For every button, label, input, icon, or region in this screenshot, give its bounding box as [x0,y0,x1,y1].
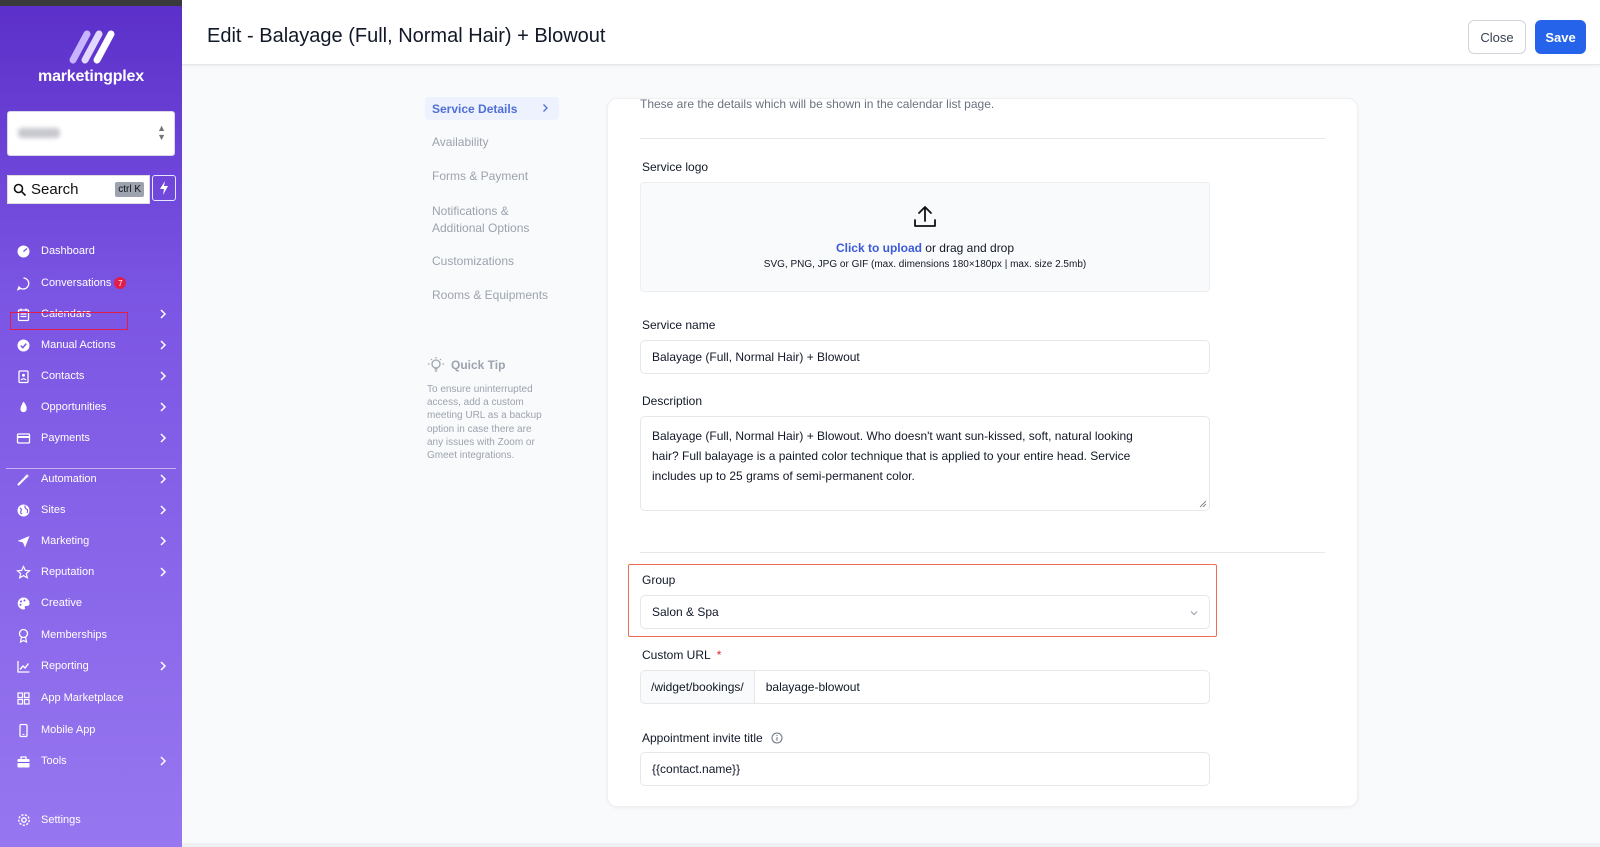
contacts-icon [16,369,31,384]
section-tab-label: Rooms & Equipments [432,288,549,302]
sidebar-item-label: Creative [41,597,82,609]
quick-tip-title [427,356,557,374]
sidebar-item-label: Marketing [41,535,90,547]
sidebar-item-payments[interactable] [0,426,182,450]
close-button[interactable]: Close [1468,20,1526,54]
sidebar-item-label: Mobile App [41,724,96,736]
search-icon [13,183,27,197]
sidebar-item-tools[interactable] [0,749,182,773]
sidebar-item-label: Tools [41,755,67,767]
sidebar-item-dashboard[interactable] [0,239,182,263]
account-name-redacted [18,128,60,138]
sidebar-item-manual-actions[interactable] [0,333,182,357]
sidebar-item-label: App Marketplace [41,692,124,704]
section-tab-forms-payment[interactable] [425,169,559,183]
description-line: hair? Full balayage is a painted color technique that is applied to your entire head. Service [652,449,1131,463]
custom-url-label [642,648,721,662]
service-name-input[interactable]: Balayage (Full, Normal Hair) + Blowout [640,340,1210,374]
custom-url-input[interactable]: balayage-blowout [765,680,860,694]
description-label: Description [642,394,703,408]
check-circle-icon [16,338,31,353]
sidebar-item-contacts[interactable] [0,364,182,388]
sidebar [0,0,182,847]
sidebar-item-automation[interactable] [0,467,182,491]
phone-icon [16,723,31,738]
sidebar-item-label: Settings [41,814,81,826]
section-tab-label: Notifications & [432,204,509,218]
section-tab-label-line2: Additional Options [432,221,530,235]
sidebar-item-creative[interactable] [0,591,182,615]
sidebar-item-label: Manual Actions [41,339,116,351]
card-divider [640,138,1325,139]
unread-badge: 7 [114,277,126,289]
brand-name: marketingplex [38,68,144,85]
chevron-right-icon [156,503,170,517]
sidebar-item-label: Automation [41,473,97,485]
sidebar-item-sites[interactable] [0,498,182,522]
logo-mark-icon [65,26,117,66]
section-tab-label: Forms & Payment [432,169,529,183]
award-icon [16,628,31,643]
sidebar-item-marketing[interactable] [0,529,182,553]
quick-tip-line: meeting URL as a backup [427,410,542,422]
section-divider [640,552,1325,553]
group-label: Group [642,573,676,587]
sidebar-item-label: Sites [41,504,66,516]
section-tab-customizations[interactable] [425,254,559,268]
card-subtitle: These are the details which will be shown in the calendar list page. [640,97,995,111]
chevron-right-icon [156,534,170,548]
invite-title-label-text: Appointment invite title [642,731,763,745]
section-tab-notifications-additional-options[interactable] [425,203,559,237]
sidebar-item-label: Dashboard [41,245,95,257]
quick-tip-body [427,383,557,462]
sidebar-item-label: Memberships [41,629,108,641]
page-title: Edit - Balayage (Full, Normal Hair) + Blowout [207,25,606,47]
invite-title-label [642,731,783,745]
sidebar-item-label: Opportunities [41,401,107,413]
sidebar-divider [6,468,176,469]
bottom-strip [182,843,1600,847]
updown-caret-icon: ▲ ▼ [157,123,166,142]
chat-icon [16,276,31,291]
upload-instructions [641,241,1209,255]
sidebar-item-conversations[interactable] [0,271,182,295]
upload-rest-text: or drag and drop [921,241,1015,255]
quick-tip-line: To ensure uninterrupted [427,384,533,395]
sidebar-item-label: Payments [41,432,90,444]
sidebar-item-reporting[interactable] [0,654,182,678]
group-selected-value: Salon & Spa [652,605,719,619]
card-icon [16,431,31,446]
sidebar-item-settings[interactable] [0,808,182,832]
star-icon [16,565,31,580]
chart-icon [16,659,31,674]
save-button[interactable]: Save [1535,20,1586,54]
description-line: Balayage (Full, Normal Hair) + Blowout. Who doesn't want sun-kissed, soft, natural looking [652,429,1133,443]
chevron-right-icon [156,565,170,579]
chevron-right-icon [156,369,170,383]
service-name-label: Service name [642,318,716,332]
send-icon [16,534,31,549]
sidebar-item-app-marketplace[interactable] [0,686,182,710]
service-logo-label: Service logo [642,160,709,174]
dashboard-icon [16,244,31,259]
globe-icon [16,503,31,518]
chevron-down-icon [1189,608,1199,618]
chevron-right-icon [156,472,170,486]
quick-tip-heading: Quick Tip [451,358,506,372]
click-to-upload-link[interactable]: Click to upload [835,241,922,255]
custom-url-prefix: /widget/bookings/ [641,671,755,703]
info-icon[interactable] [771,732,783,744]
lightbulb-icon [427,356,445,374]
sidebar-item-label: Contacts [41,370,85,382]
chevron-right-icon [156,400,170,414]
custom-url-field[interactable] [640,670,1210,704]
chevron-right-icon [156,754,170,768]
chevron-right-icon [156,659,170,673]
chevron-right-icon [156,431,170,445]
description-line: includes up to 25 grams of semi-permanent color. [652,469,915,483]
section-tab-availability[interactable] [425,135,559,149]
invite-title-input[interactable]: {{contact.name}} [640,752,1210,786]
chevron-right-icon [156,338,170,352]
sidebar-item-label: Reporting [41,660,89,672]
flame-icon [16,400,31,415]
service-logo-dropzone[interactable] [640,182,1210,292]
sidebar-item-opportunities[interactable] [0,395,182,419]
sidebar-item-mobile-app[interactable] [0,718,182,742]
sidebar-item-reputation[interactable] [0,560,182,584]
gear-icon [16,813,31,828]
sidebar-item-memberships[interactable] [0,623,182,647]
upload-hint: SVG, PNG, JPG or GIF (max. dimensions 180×180px | max. size 2.5mb) [763,259,1087,270]
description-textarea[interactable] [640,416,1210,511]
quick-tip-line: access, add a custom [427,397,524,409]
sidebar-item-label: Conversations [41,277,112,289]
section-tab-service-details[interactable] [425,97,559,120]
section-tab-rooms-equipments[interactable] [425,288,559,302]
chevron-right-icon [539,102,551,114]
toolbox-icon [16,754,31,769]
quick-action-button[interactable] [152,175,176,201]
section-tab-label: Availability [432,135,489,149]
calendars-highlight-box [10,312,128,330]
sidebar-topline [0,0,182,6]
palette-icon [16,596,31,611]
sidebar-item-label: Reputation [41,566,95,578]
quick-tip-line: any issues with Zoom or [427,436,535,448]
page-header [182,0,1600,65]
search-label: Search [31,181,79,198]
search-shortcut: ctrl K [115,182,144,197]
quick-tip-line: option in case there are [427,423,532,435]
account-switcher[interactable] [7,111,175,156]
custom-url-label-text: Custom URL [642,648,711,662]
quick-tip [427,356,557,462]
quick-tip-line: Gmeet integrations. [427,450,515,462]
grid-icon [16,691,31,706]
wand-icon [16,472,31,487]
lightning-icon [158,180,170,196]
resize-grip-icon[interactable] [1199,500,1207,508]
search-button[interactable] [7,175,150,204]
upload-icon [911,203,939,231]
section-tab-label: Customizations [432,254,515,268]
brand-logo[interactable] [0,26,182,86]
sidebar-item-label: Calendars [41,308,92,320]
section-tab-label: Service Details [432,101,518,116]
required-mark: * [716,648,722,662]
chevron-right-icon [156,307,170,321]
group-select[interactable] [640,595,1210,629]
